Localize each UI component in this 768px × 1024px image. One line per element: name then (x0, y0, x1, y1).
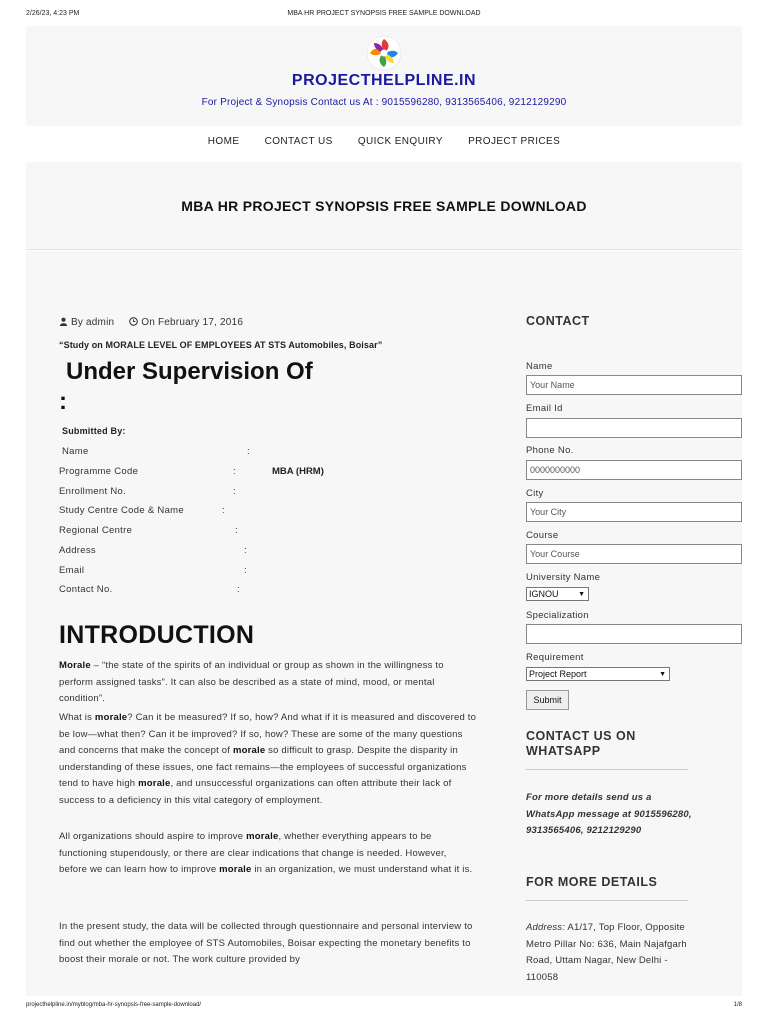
submit-button[interactable]: Submit (526, 690, 569, 710)
supervision-heading: Under Supervision Of (66, 358, 313, 385)
address-label: Address: (526, 922, 566, 933)
course-input[interactable]: Your Course (526, 544, 742, 564)
email-label: Email Id (526, 403, 563, 414)
divider (526, 769, 688, 770)
field-value-programme-code: MBA (HRM) (272, 466, 324, 477)
paragraph-text: , whether everything appears to be functioning stupendously, or there are clear indications that change is needed. However, before we can learn how to improve (59, 831, 447, 876)
field-label-contact: Contact No. (59, 584, 113, 595)
paragraph-text: – “the state of the spirits of an individual or group as shown in the willingness to perform assigned tasks”. It can also be described as a state of mind, mood, or mental condition”. (59, 660, 444, 705)
print-datetime: 2/26/23, 4:23 PM (26, 10, 80, 17)
print-header (26, 10, 742, 22)
whatsapp-heading: CONTACT US ON WHATSAPP (526, 729, 636, 758)
specialization-input[interactable] (526, 624, 742, 644)
paragraph-2 (59, 710, 477, 810)
study-line: “Study on MORALE LEVEL OF EMPLOYEES AT STS Automobiles, Boisar” (59, 340, 383, 350)
title-band (26, 162, 742, 250)
keyword: Morale (59, 660, 91, 671)
nav-item-contact-us[interactable]: CONTACT US (264, 136, 333, 147)
post-author[interactable]: By admin (70, 317, 115, 328)
field-label-programme-code: Programme Code (59, 466, 139, 477)
requirement-label: Requirement (526, 652, 584, 663)
address-text: A1/17, Top Floor, Opposite Metro Pillar No: 636, Main Najafgarh Road, Uttam Nagar, New Delhi - 110058 (526, 922, 687, 984)
keyword: morale (232, 745, 266, 757)
print-footer (26, 1002, 742, 1008)
field-colon: : (237, 584, 240, 595)
name-label: Name (526, 361, 553, 372)
page-title: MBA HR PROJECT SYNOPSIS FREE SAMPLE DOWNLOAD (181, 198, 587, 214)
print-url: projecthelpline.in/myblog/mba-hr-synopsis-free-sample-download/ (26, 1002, 202, 1008)
paragraph-text: All organizations should aspire to improve (59, 831, 247, 842)
requirement-select[interactable] (526, 667, 670, 681)
paragraph-4: In the present study, the data will be collected through questionnaire and personal interview to find out whether the employee of STS Automobiles, Boisar expecting the monetary benefits to boost their morale or not. The work culture provided by (59, 921, 473, 966)
field-colon: : (235, 525, 238, 536)
logo-icon[interactable] (366, 35, 402, 71)
whatsapp-text: For more details send us a WhatsApp message at 9015596280, 9313565406, 9212129290 (526, 792, 692, 836)
chevron-down-icon: ▼ (659, 671, 666, 678)
paragraph-text: in an organization, we must understand what it is. (251, 864, 473, 876)
city-input[interactable]: Your City (526, 502, 742, 522)
field-label-name: Name (62, 446, 89, 457)
more-details-heading: FOR MORE DETAILS (526, 875, 658, 889)
paragraph-text: What is (59, 712, 95, 723)
nav-item-project-prices[interactable]: PROJECT PRICES (468, 136, 561, 147)
field-colon: : (233, 466, 236, 477)
name-input[interactable]: Your Name (526, 375, 742, 395)
nav-item-home[interactable]: HOME (207, 136, 240, 147)
paragraph-3 (59, 829, 477, 879)
paragraph-text: so difficult to grasp. Despite the disparity in understanding of these issues, one fact remains—the employees of successful organizations tend to have high (59, 745, 467, 790)
submitted-by-label: Submitted By: (62, 426, 126, 436)
keyword: morale (94, 712, 128, 723)
field-colon: : (247, 446, 250, 457)
site-brand[interactable]: PROJECTHELPLINE.IN (291, 72, 477, 89)
phone-input[interactable]: 0000000000 (526, 460, 742, 480)
main-nav (0, 136, 768, 147)
field-colon: : (244, 565, 247, 576)
introduction-heading: INTRODUCTION (59, 621, 255, 649)
requirement-selected: Project Report (529, 669, 587, 679)
specialization-label: Specialization (526, 610, 589, 621)
divider (526, 900, 688, 901)
email-input[interactable] (526, 418, 742, 438)
clock-icon (129, 317, 141, 328)
nav-item-quick-enquiry[interactable]: QUICK ENQUIRY (357, 136, 443, 147)
paragraph-text: , and unsuccessful organizations can often attribute their lack of success to a deficiency in this vital category of employment. (59, 778, 452, 806)
post-meta (59, 317, 243, 328)
field-label-email: Email (59, 565, 85, 576)
user-icon (59, 317, 71, 328)
city-label: City (526, 488, 544, 499)
site-header (26, 26, 742, 126)
field-colon: : (233, 486, 236, 497)
phone-label: Phone No. (526, 445, 574, 456)
university-label: University Name (526, 572, 601, 583)
site-tagline: For Project & Synopsis Contact us At : 9015596280, 9313565406, 9212129290 (201, 97, 567, 108)
contact-heading: CONTACT (526, 314, 590, 328)
field-label-regional-centre: Regional Centre (59, 525, 133, 536)
print-page-number: 1/8 (733, 1002, 742, 1008)
university-select[interactable] (526, 587, 589, 601)
chevron-down-icon: ▼ (578, 591, 585, 598)
paragraph-text: ? Can it be measured? If so, how? And what if it is measured and discovered to be low—what then? Can it be improved? If so, how? These are some of the many questions and concerns that make the concept of (59, 712, 477, 757)
paragraph-1 (59, 658, 477, 708)
post-date: On February 17, 2016 (141, 317, 244, 328)
address-block (526, 920, 696, 987)
print-doc-title: MBA HR PROJECT SYNOPSIS FREE SAMPLE DOWNLOAD (287, 10, 481, 17)
keyword: morale (246, 831, 279, 842)
keyword: morale (219, 864, 252, 876)
keyword: morale (138, 778, 171, 790)
field-label-study-centre: Study Centre Code & Name (59, 505, 184, 516)
university-selected: IGNOU (529, 589, 559, 599)
supervision-colon: : (59, 388, 67, 415)
field-label-enrollment: Enrollment No. (59, 486, 127, 497)
field-colon: : (222, 505, 225, 516)
field-label-address: Address (59, 545, 96, 556)
course-label: Course (526, 530, 559, 541)
field-colon: : (244, 545, 247, 556)
